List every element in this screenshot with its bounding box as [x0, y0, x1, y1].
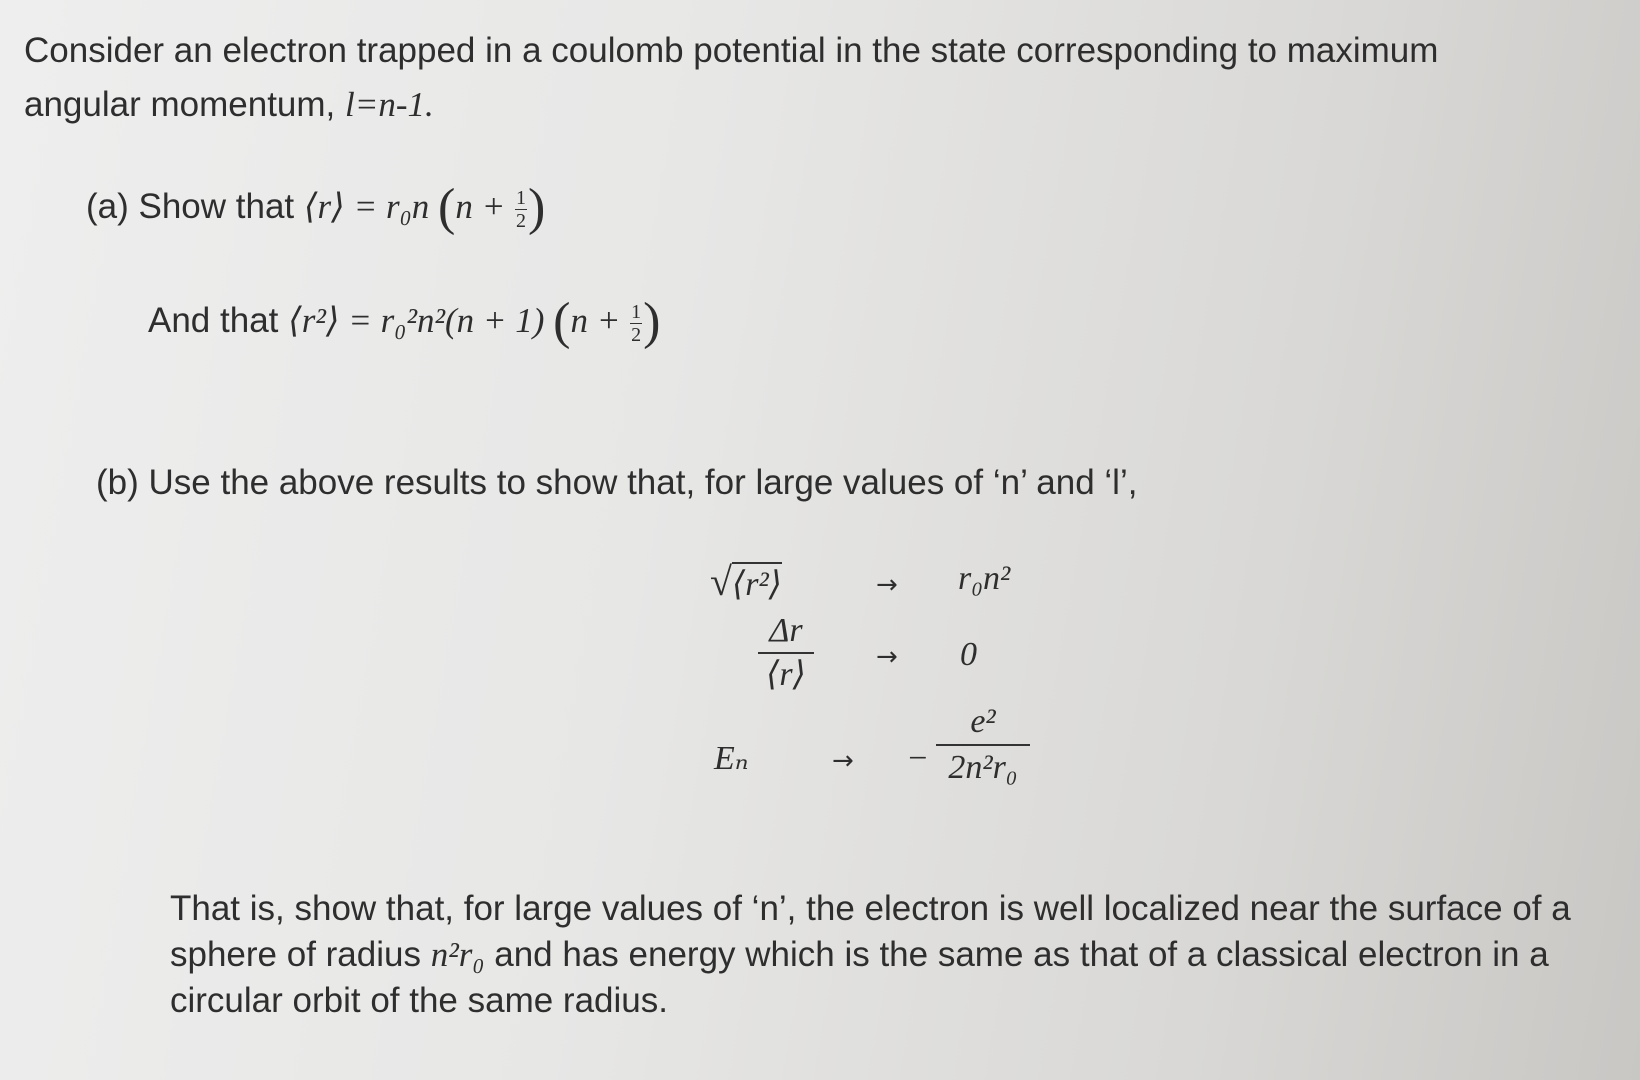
intro-line-2-prefix: angular momentum,: [24, 85, 345, 124]
intro-line-1: Consider an electron trapped in a coulomb potential in the state corresponding to maximum: [24, 31, 1439, 70]
conclusion-line-2-suffix: and has energy which is the same as that of a classical electron in a: [484, 935, 1549, 974]
row-3-arrow: →: [832, 746, 854, 776]
conclusion-line-1: That is, show that, for large values of ‘n’, the electron is well localized near the surface of a: [170, 889, 1571, 928]
intro-line-2-math: l=n-1.: [344, 85, 434, 124]
intro-line-2: [24, 78, 1438, 132]
part-a-frac-den: 2: [515, 210, 526, 233]
part-a-frac2-num: 1: [631, 301, 642, 324]
part-a-label: (a) Show that: [86, 187, 295, 226]
conclusion-line-2-prefix: sphere of radius: [170, 935, 431, 974]
row-1-lhs: [710, 558, 782, 605]
row-2-lhs-fraction: [758, 610, 814, 696]
part-a-formula-2-lhs: ⟨r²⟩ =: [288, 301, 381, 340]
row-3-rhs-sign: −: [906, 740, 929, 777]
conclusion-line-3: circular orbit of the same radius.: [170, 981, 668, 1020]
row-3-rhs-den: 2n²r₀: [948, 749, 1018, 786]
conclusion-text: [170, 886, 1571, 1024]
part-a-fraction: [515, 188, 527, 231]
conclusion-line-2-math: n²r₀: [430, 935, 485, 974]
row-2-lhs-num: Δr: [769, 612, 803, 649]
part-a-line-1: [86, 180, 545, 235]
part-a-formula: ⟨r⟩ = r₀n (n + $\frac{1}{2}$ ): [303, 179, 546, 236]
row-3-lhs: Eₙ: [714, 740, 749, 777]
row-1-arrow: →: [876, 570, 898, 600]
intro-text: [24, 24, 1438, 132]
row-3-rhs-num: e²: [970, 703, 996, 740]
part-a-formula-2-r0: r₀²n²(n + 1): [380, 301, 545, 340]
part-a-formula-n-plus: n +: [455, 187, 506, 226]
row-1-rhs: r₀n²: [958, 560, 1011, 597]
part-a-and-that: And that: [148, 301, 279, 340]
part-a-line-2: [148, 294, 660, 349]
part-a-formula-2-n-plus: n +: [570, 301, 621, 340]
part-a-formula-2: ⟨r²⟩ = r₀²n²(n + 1) (n + $\frac{1}{2}$ ): [288, 293, 661, 350]
part-b-label: (b) Use the above results to show that, for large values of ‘n’ and ‘l’,: [96, 463, 1138, 502]
row-1-lhs-value: ⟨r²⟩: [732, 562, 782, 603]
row-3-rhs-fraction: [936, 700, 1030, 790]
part-a-formula-r0: r₀n: [385, 187, 430, 226]
conclusion-line-2: [170, 932, 1571, 978]
part-a-frac-num: 1: [515, 187, 526, 210]
row-2-lhs-den: ⟨r⟩: [766, 656, 806, 693]
row-2-arrow: →: [876, 642, 898, 672]
sqrt-symbol: √: [710, 559, 732, 604]
part-a-formula-lhs: ⟨r⟩ =: [303, 187, 386, 226]
part-a-fraction-2: [630, 302, 642, 345]
part-a-frac2-den: 2: [631, 324, 642, 347]
row-2-rhs: 0: [960, 636, 977, 673]
